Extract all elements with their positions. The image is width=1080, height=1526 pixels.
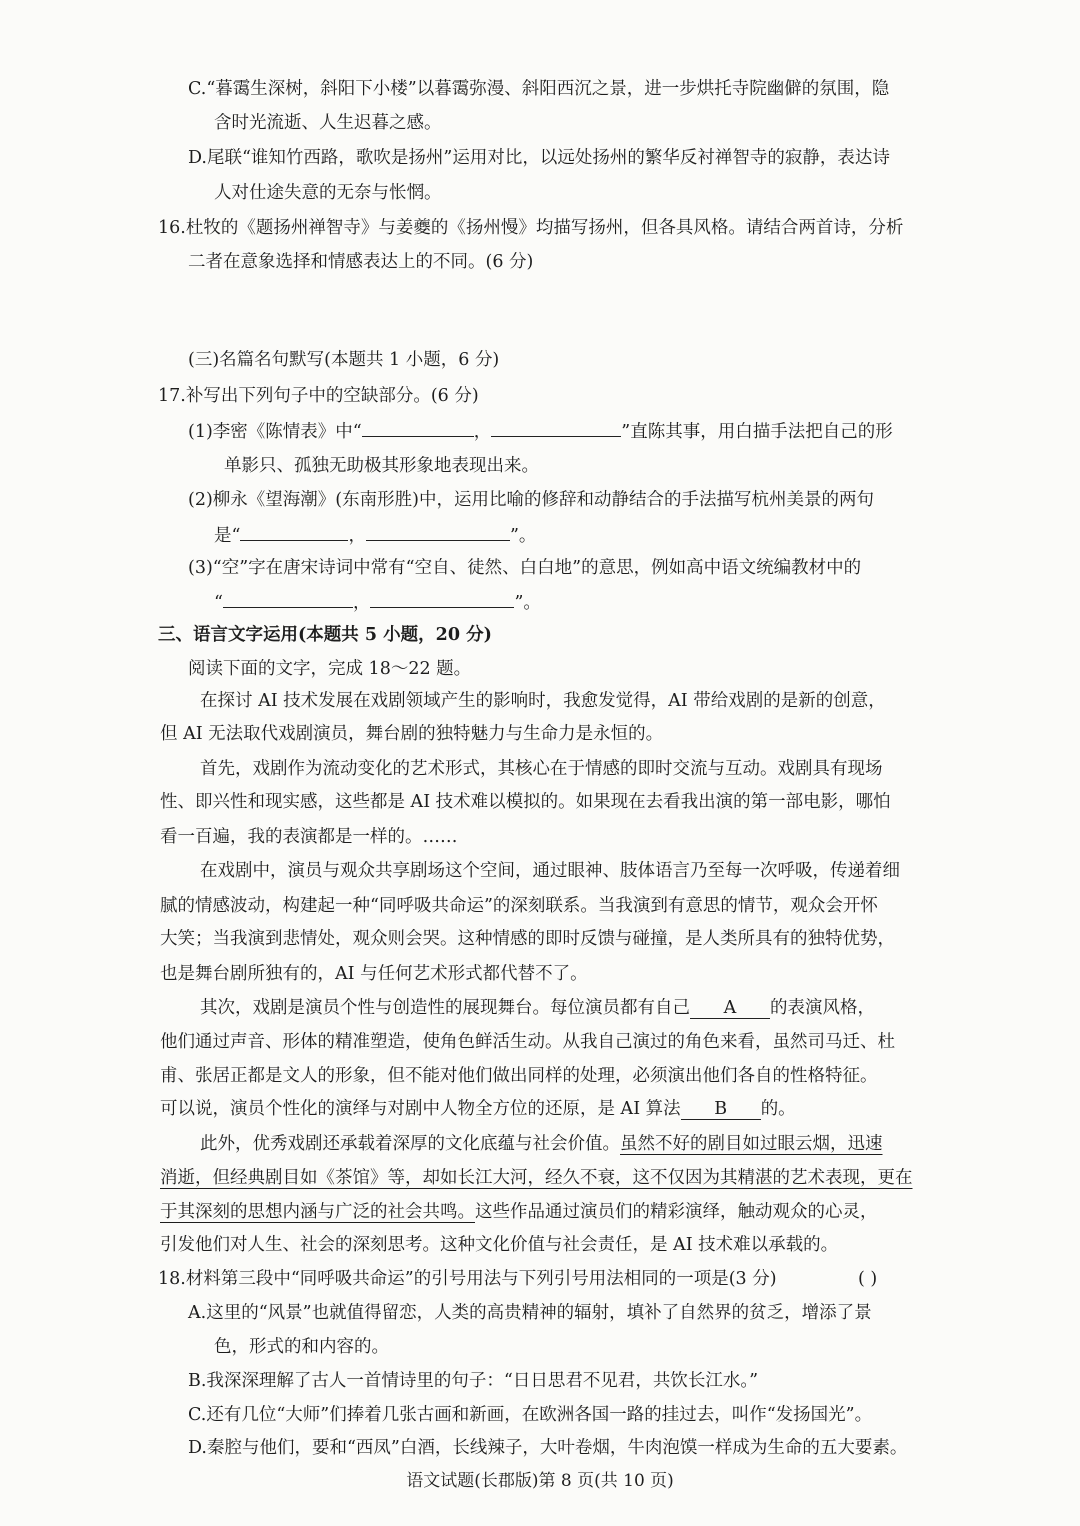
q17-blank-4[interactable] [366, 520, 510, 541]
part3-heading: 三、语言文字运用(本题共 5 小题，20 分) [158, 625, 492, 645]
q17-blank-6[interactable] [370, 587, 514, 608]
passage-p3-line4: 也是舞台剧所独有的，AI 与任何艺术形式都代替不了。 [160, 964, 588, 984]
passage-p5-line3-end: 这些作品通过演员们的精彩演绎，触动观众的心灵， [475, 1202, 878, 1222]
q17-item3-prefix: “ [214, 593, 223, 613]
q16-line1: 16.杜牧的《题扬州禅智寺》与姜夔的《扬州慢》均描写扬州，但各具风格。请结合两首诗，分析 [158, 218, 904, 238]
passage-p4-line1 [200, 993, 875, 1023]
q17-item3-end: ”。 [514, 593, 541, 613]
q17-blank-2[interactable] [491, 416, 621, 437]
passage-p5-line4: 引发他们对人生、社会的深刻思考。这种文化价值与社会责任，是 AI 技术难以承载的。 [160, 1235, 839, 1255]
q15-option-d-line2: 人对仕途失意的无奈与怅惘。 [214, 183, 442, 203]
q18-option-a-line2: 色，形式的和内容的。 [214, 1337, 389, 1357]
q18-option-b: B.我深深理解了古人一首情诗里的句子：“日日思君不见君，共饮长江水。” [188, 1371, 759, 1391]
q17-stem: 17.补写出下列句子中的空缺部分。(6 分) [158, 386, 479, 406]
q18-answer-bracket[interactable]: ( ) [858, 1269, 878, 1289]
passage-p5-line3 [160, 1197, 878, 1227]
q15-option-c-line1: C.“暮霭生深树，斜阳下小楼”以暮霭弥漫、斜阳西沉之景，进一步烘托寺院幽僻的氛围，隐 [188, 79, 890, 99]
passage-p4-line4 [160, 1094, 796, 1124]
q18-option-a-line1: A.这里的“风景”也就值得留恋，人类的高贵精神的辐射，填补了自然界的贫乏，增添了景 [188, 1303, 872, 1323]
q16-line2: 二者在意象选择和情感表达上的不同。(6 分) [188, 252, 534, 272]
q18-stem: 18.材料第三段中“同呼吸共命运”的引号用法与下列引号用法相同的一项是(3 分) [158, 1269, 777, 1289]
q17-item1-suffix: ”直陈其事，用白描手法把自己的形 [621, 422, 893, 442]
passage-p4-line1-start: 其次，戏剧是演员个性与创造性的展现舞台。每位演员都有自己 [200, 998, 690, 1018]
passage-p4-line1-end: 的表演风格， [770, 998, 875, 1018]
q18-option-d: D.秦腔与他们，要和“西凤”白酒，长线辣子，大叶卷烟，牛肉泡馍一样成为生命的五大要素。 [188, 1438, 908, 1458]
blank-a[interactable]: A [690, 998, 770, 1019]
q17-item2-line2 [214, 520, 536, 551]
passage-p3-line3: 大笑；当我演到悲情处，观众则会哭。这种情感的即时反馈与碰撞，是人类所具有的独特优势， [160, 929, 895, 949]
page-footer: 语文试题(长郡版)第 8 页(共 10 页) [406, 1471, 674, 1491]
passage-p2-line3: 看一百遍，我的表演都是一样的。…… [160, 827, 458, 847]
q17-item1-line1 [188, 416, 893, 447]
part3-intro: 阅读下面的文字，完成 18～22 题。 [188, 659, 472, 679]
section-heading-famous-lines: (三)名篇名句默写(本题共 1 小题，6 分) [188, 350, 500, 370]
q17-item2-comma: ， [348, 526, 366, 546]
passage-p4-line3: 甫、张居正都是文人的形象，但不能对他们做出同样的处理，必须演出他们各自的性格特征。 [160, 1066, 878, 1086]
q17-item3-comma: ， [352, 593, 371, 613]
q17-item1-prefix: (1)李密《陈情表》中“ [188, 422, 362, 442]
q17-blank-5[interactable] [223, 587, 353, 608]
q17-item2-prefix: 是“ [214, 526, 241, 546]
q17-item2-line1: (2)柳永《望海潮》(东南形胜)中，运用比喻的修辞和动静结合的手法描写杭州美景的两句 [188, 490, 874, 510]
passage-p5-line1-start: 此外，优秀戏剧还承载着深厚的文化底蕴与社会价值。 [200, 1134, 620, 1154]
q15-option-c-line2: 含时光流逝、人生迟暮之感。 [214, 113, 442, 133]
q17-item2-end: ”。 [509, 526, 537, 546]
q17-item1-line2: 单影只、孤独无助极其形象地表现出来。 [224, 456, 539, 476]
q17-item3-line1: (3)“空”字在唐宋诗词中常有“空自、徒然、白白地”的意思，例如高中语文统编教材中的 [188, 558, 862, 578]
q17-item1-comma: ， [473, 422, 492, 442]
passage-p3-line2: 腻的情感波动，构建起一种“同呼吸共命运”的深刻联系。当我演到有意思的情节，观众会开怀 [160, 896, 878, 916]
passage-p2-line2: 性、即兴性和现实感，这些都是 AI 技术难以模拟的。如果现在去看我出演的第一部电影，哪怕 [160, 792, 891, 812]
passage-p1-line2: 但 AI 无法取代戏剧演员，舞台剧的独特魅力与生命力是永恒的。 [160, 724, 664, 744]
underlined-sentence-part1: 虽然不好的剧目如过眼云烟，迅速 [620, 1134, 883, 1154]
underlined-sentence-part2: 消逝，但经典剧目如《茶馆》等，却如长江大河，经久不衰，这不仅因为其精湛的艺术表现，更在 [160, 1168, 913, 1188]
passage-p5-line1 [200, 1129, 883, 1159]
q18-option-c: C.还有几位“大师”们捧着几张古画和新画，在欧洲各国一路的挂过去，叫作“发扬国光”。 [188, 1405, 873, 1425]
passage-p2-line1: 首先，戏剧作为流动变化的艺术形式，其核心在于情感的即时交流与互动。戏剧具有现场 [200, 759, 883, 779]
q15-option-d-line1: D.尾联“谁知竹西路，歌吹是扬州”运用对比，以远处扬州的繁华反衬禅智寺的寂静，表达诗 [188, 148, 890, 168]
q17-blank-3[interactable] [240, 520, 348, 541]
blank-b[interactable]: B [681, 1099, 761, 1120]
underlined-sentence-part3: 于其深刻的思想内涵与广泛的社会共鸣。 [160, 1202, 475, 1222]
q17-item3-line2 [214, 587, 541, 618]
passage-p1-line1: 在探讨 AI 技术发展在戏剧领域产生的影响时，我愈发觉得，AI 带给戏剧的是新的创意， [200, 691, 886, 711]
q17-blank-1[interactable] [362, 416, 474, 437]
passage-p4-line4-end: 的。 [760, 1099, 796, 1119]
passage-p4-line2: 他们通过声音、形体的精准塑造，使角色鲜活生动。从我自己演过的角色来看，虽然司马迁、杜 [160, 1032, 895, 1052]
passage-p4-line4-start: 可以说，演员个性化的演绎与对剧中人物全方位的还原，是 AI 算法 [160, 1099, 681, 1119]
passage-p3-line1: 在戏剧中，演员与观众共享剧场这个空间，通过眼神、肢体语言乃至每一次呼吸，传递着细 [200, 861, 900, 881]
